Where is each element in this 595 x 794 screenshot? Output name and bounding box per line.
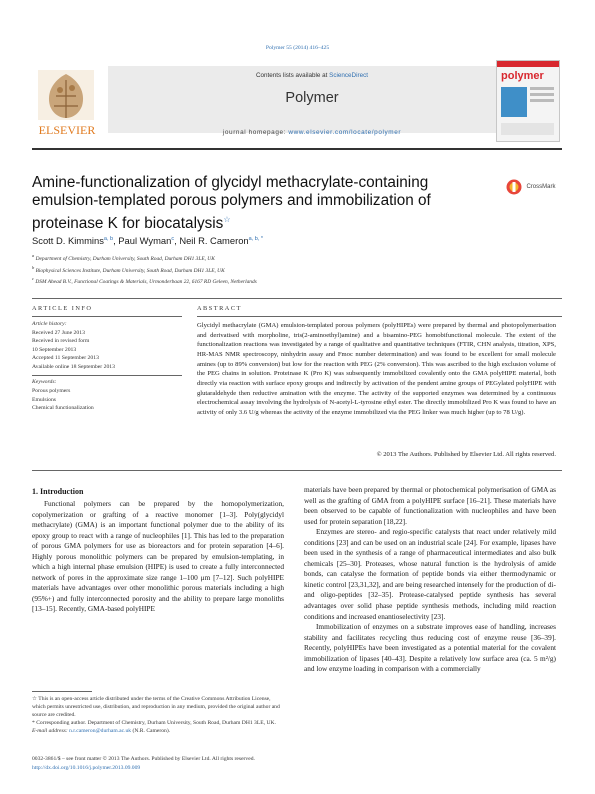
cover-image-block — [501, 87, 527, 117]
history-item: Received 27 June 2013 — [32, 329, 85, 336]
journal-citation[interactable]: Polymer 55 (2014) 416–425 — [265, 45, 330, 51]
author-name: Scott D. Kimmins — [32, 235, 104, 246]
masthead-banner — [108, 66, 516, 133]
author-affiliation-marks[interactable]: a, b — [103, 235, 114, 242]
doi-link[interactable]: http://dx.doi.org/10.1016/j.polymer.2013.09.009 — [32, 764, 141, 771]
body-paragraph: Functional polymers can be prepared by the homopolymerization, copolymerization or grafting of a reactive monomer [1–3]. Poly(glycidyl methacrylate) (GMA) is an important functional polymer due to the ability of its epoxy group to react with a range of nucleophiles [1]. This has led to the preparation of porous GMA polymers for use as bioreactors and for protein separation [4–6]. Highly porous monolithic polymers can be prepared by emulsion-templating, in which a high internal phase emulsion (HIPE) is used to create a fully interconnected network of pores in the approximate size range 1–100 μm [7–12]. Such polyHIPE materials have advantages over other monolithic porous materials including a high (95%+) and fully interconnected porosity and the ability to prepare large monoliths [13–15]. Recently, GMA-based polyHIPE — [32, 499, 284, 614]
corresponding-author-footnote: * Corresponding author. Department of Chemistry, Durham University, South Road, Durham DH1 3LE, UK. — [32, 720, 276, 727]
abstract-rule — [197, 316, 562, 317]
affiliation-line: $^a$ Department of Chemistry, Durham University, South Road, Durham DH1 3LE, UK — [32, 253, 215, 262]
author-affiliation-marks[interactable]: a, b, * — [248, 235, 263, 242]
contents-line — [108, 72, 516, 79]
keyword: Chemical functionalization — [32, 405, 94, 412]
article-info-heading: ARTICLE INFO — [32, 305, 93, 312]
front-matter-info — [32, 755, 332, 772]
body-paragraph: Immobilization of enzymes on a substrate improves ease of handling, increases stability and facilitates recycling thus reducing cost of enzyme reuse [36–39]. Recently, polyHIPEs have been investigated as a potential material for the covalent immobilization of lipases [40–43]. Despite a relatively low surface area (ca. 5 m²/g) and low enzyme loading in comparison with a commercially — [304, 622, 556, 674]
open-access-footnote: ☆ This is an open-access article distributed under the terms of the Creative Commons Attribution License, which permits unrestricted use, distribution, and reproduction in any medium, provided the original author and source are credited. — [32, 696, 280, 719]
keyword: Porous polymers — [32, 387, 71, 394]
journal-name: Polymer — [285, 90, 339, 106]
history-item: Available online 18 September 2013 — [32, 363, 115, 370]
contents-prefix: Contents lists available at — [255, 72, 330, 79]
homepage-prefix: journal homepage: — [222, 129, 289, 136]
section-heading-introduction: 1. Introduction — [32, 487, 84, 496]
body-right-column — [304, 485, 556, 675]
body-left-column — [32, 499, 284, 615]
email-footnote: E-mail address: n.r.cameron@durham.ac.uk (N.R. Cameron). — [32, 728, 171, 735]
footnotes — [32, 695, 284, 735]
masthead-rule — [32, 148, 562, 150]
article-title-text: Amine-functionalization of glycidyl methacrylate-containing emulsion-templated porous polymers and immobilization of proteinase K for biocatalysis — [32, 174, 431, 232]
abstract-heading: ABSTRACT — [197, 305, 242, 312]
journal-masthead — [32, 60, 562, 148]
sciencedirect-link[interactable]: ScienceDirect — [329, 72, 368, 79]
crossmark-label: CrossMark — [526, 183, 556, 190]
footnote-rule — [32, 691, 92, 692]
history-label: Article history: — [32, 321, 67, 327]
issn-line: 0032-3861/$ – see front matter © 2013 The Authors. Published by Elsevier Ltd. All rights reserved. — [32, 756, 255, 762]
journal-homepage — [108, 129, 516, 136]
title-footnote-marker[interactable]: ☆ — [223, 214, 231, 224]
body-paragraph: Enzymes are stereo- and regio-specific catalysts that react under relatively mild conditions [23] and can be used on an industrial scale [24]. For example, lipases have been used in the synthesis of a range of pharmaceutical intermediates and also bulk chemicals [25–30]. Proteases, whose natural function is the hydrolysis of amide bonds, can catalyse the formation of peptide bonds via either thermodynamic or kinetic control [23,31,32], and are being researched intensely for the production of di- and oligo-peptides [32–35]. Protease-catalysed peptide synthesis has several advantages over solid phase peptide synthesis methods, including mild reaction conditions and increased enantioselectivity [23]. — [304, 527, 556, 621]
info-divider — [32, 375, 182, 376]
section-rule — [32, 298, 562, 299]
affiliation-line: $^b$ Biophysical Sciences Institute, Durham University, South Road, Durham DH1 3LE, UK — [32, 264, 225, 274]
elsevier-logo — [32, 66, 102, 138]
keyword: Emulsions — [32, 396, 57, 403]
crossmark-icon — [506, 179, 522, 195]
keywords-label: Keywords: — [32, 379, 57, 386]
cover-title: polymer — [501, 70, 544, 82]
abstract-copyright: © 2013 The Authors. Published by Elsevier Ltd. All rights reserved. — [376, 451, 556, 458]
history-item: Received in revised form — [32, 338, 90, 345]
affiliation-line: $^c$ DSM Ahead B.V., Functional Coatings & Materials, Urmonderbaan 22, 6167 RD Geleen, Netherlands — [32, 276, 257, 285]
author-name: Neil R. Cameron — [179, 235, 249, 246]
history-item: Accepted 11 September 2013 — [32, 355, 99, 362]
homepage-link[interactable]: www.elsevier.com/locate/polymer — [288, 129, 402, 136]
journal-cover-thumbnail — [496, 60, 560, 142]
author-name: Paul Wyman — [118, 235, 172, 246]
article-title — [32, 174, 452, 233]
affiliations — [32, 252, 512, 287]
author-list: Scott D. Kimmins$^{a, b}$, Paul Wyman$^c$, Neil R. Cameron$^{a, b, *}$ — [32, 235, 263, 246]
crossmark-badge[interactable] — [506, 178, 566, 198]
email-link[interactable]: n.r.cameron@durham.ac.uk — [69, 728, 132, 735]
info-rule — [32, 316, 182, 317]
elsevier-wordmark: ELSEVIER — [38, 123, 96, 137]
body-paragraph: materials have been prepared by thermal or photochemical polymerisation of GMA as well as the grafting of GMA from a polyHIPE surface [16–21]. These materials have been observed to be capable of functionalization with nucleophiles and have been used for protein separation [18,22]. — [304, 485, 556, 526]
cover-top-bar — [497, 61, 559, 67]
abstract-text: Glycidyl methacrylate (GMA) emulsion-templated porous polymers (polyHIPEs) were prepared by thermal and photopolymerisation and derivatised with morpholine, tris(2-aminoethyl)amine) and a bisamino-PEG homobifunctional molecule. The extent of the functionalization reactions was investigated by a range of qualitative and quantitative techniques (FTIR, CHN analysis, titration, XPS, HR-MAS NMR spectroscopy, ninhydrin assay and Fmoc number determination) and was found to be excellent for small molecule amines (up to 89% conversion) but low for the reaction with PEG (2% conversion). This was ascribed to the high exclusion volume of the PEG chains in solution. Proteinase K (Pro K) was subsequently immobilized covalently onto the GMA polyHIPE material, both directly via reaction with surface epoxy groups and indirectly by activation of the pendent amine groups of PEGylated polyHIPE with glutaraldehyde then reductive amination with the enzyme. The activity of the supported enzymes was determined by a continuous electrochemical assay involving the hydrolysis of N-acetyl-L-tyrosine ethyl ester. The directly immobilized Pro K was found to have an activity of only 3.6 U/g whereas the activity of the enzyme immobilized via the PEG linker was much higher (up to 78 U/g). — [197, 322, 556, 416]
history-item: 10 September 2013 — [32, 346, 77, 353]
article-info — [32, 320, 172, 413]
author-affiliation-marks[interactable]: c — [171, 235, 175, 242]
abstract-bottom-rule — [32, 470, 562, 471]
